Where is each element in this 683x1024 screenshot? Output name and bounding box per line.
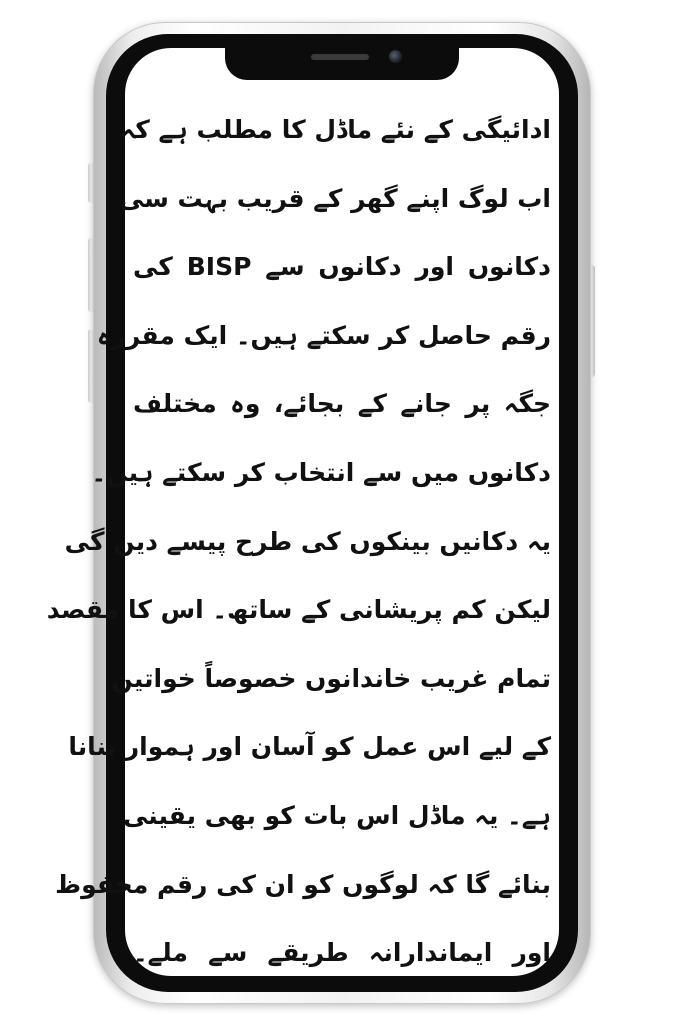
article-line: ادائیگی کے نئے ماڈل کا مطلب ہے کہ bbox=[120, 115, 551, 144]
article-line: دکانوں میں سے انتخاب کر سکتے ہیں۔ bbox=[91, 457, 551, 487]
article-line: ہے۔ یہ ماڈل اس بات کو بھی یقینی bbox=[122, 800, 551, 830]
article-line: اب لوگ اپنے گھر کے قریب بہت سی bbox=[118, 183, 551, 213]
article-line: تمام غریب خاندانوں خصوصاً خواتین bbox=[111, 663, 551, 693]
front-camera-icon bbox=[389, 50, 402, 63]
article-line: لیکن کم پریشانی کے ساتھ۔ اس کا مقصد bbox=[46, 595, 551, 625]
article-line: یہ دکانیں بینکوں کی طرح پیسے دیں گی bbox=[64, 526, 551, 556]
article-line: دکانوں اور دکانوں سے BISP کی bbox=[133, 252, 551, 282]
article-line: جگہ پر جانے کے بجائے، وہ مختلف bbox=[133, 389, 551, 419]
urdu-article-text bbox=[46, 96, 559, 976]
article-line: بنائے گا کہ لوگوں کو ان کی رقم محفوظ bbox=[55, 869, 551, 899]
phone-notch bbox=[225, 44, 459, 80]
article-line: رقم حاصل کر سکتے ہیں۔ ایک مقررہ bbox=[96, 320, 551, 350]
article-line: کے لیے اس عمل کو آسان اور ہموار بنانا bbox=[68, 732, 551, 762]
article-line: اور ایماندارانہ طریقے سے ملے۔ bbox=[133, 938, 551, 968]
speaker-grille bbox=[311, 54, 369, 60]
